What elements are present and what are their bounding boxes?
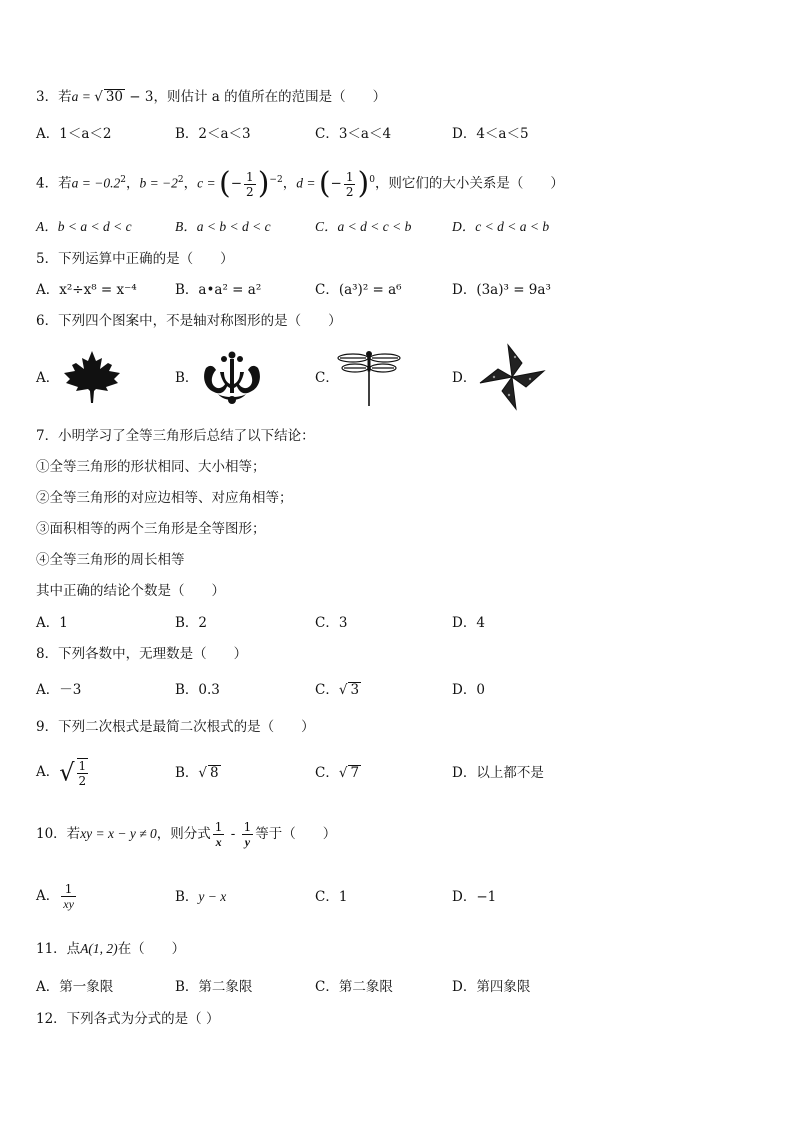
q7-option-d: D．4 — [452, 615, 485, 631]
question-3-stem: 3．若a = √ 30 − 3，则估计 a 的值所在的范围是（ ） — [36, 89, 387, 105]
q6-label-a: A． — [36, 370, 60, 386]
dragonfly-icon — [336, 346, 402, 408]
question-9-stem: 9．下列二次根式是最简二次根式的是（ ） — [36, 719, 315, 735]
question-8-stem: 8．下列各数中，无理数是（ ） — [36, 646, 248, 662]
q5-option-b: B．a•a² = a² — [175, 282, 262, 298]
q7-option-b: B．2 — [175, 615, 208, 631]
q6-label-c: C． — [315, 370, 339, 386]
q7-statement-3: ③面积相等的两个三角形是全等图形； — [36, 521, 266, 537]
q10-option-b: B．y − x — [175, 889, 227, 905]
question-4-stem: 4．若$a = -0.2^2$，$b = -2^2$，c = (− $\frac{1}{2}$ )$^{-2}$，d = (− $\frac{1}{2}$ )$^0$，则它们的大小关系是（ ） — [36, 166, 564, 201]
question-11-stem: 11．点A(1, 2)在（ ） — [36, 941, 186, 957]
q7-question: 其中正确的结论个数是（ ） — [36, 583, 225, 599]
question-10-stem: 10．若xy = x − y ≠ 0，则分式 $\frac{1}{x}$ - $\frac{1}{y}$ 等于（ ） — [36, 820, 337, 849]
q6-label-b: B． — [175, 370, 199, 386]
q6-label-d: D． — [452, 370, 477, 386]
c-fraction: $\frac{1}{2}$ — [246, 169, 254, 199]
q10-option-a: A． $\frac{1}{xy}$ — [36, 882, 74, 911]
q8-option-b: B．0.3 — [175, 682, 220, 698]
q9-option-a: A．√ $\frac{1}{2}$ — [36, 758, 87, 788]
q8-option-a: A．－3 — [36, 682, 82, 698]
q7-option-c: C．3 — [315, 615, 348, 631]
q11-option-c: C．第二象限 — [315, 979, 393, 995]
d-fraction: $\frac{1}{2}$ — [345, 169, 354, 199]
q9-option-d: D．以上都不是 — [452, 765, 544, 781]
q9-option-b: B．√ 8 — [175, 765, 219, 781]
q3-option-d: D．4＜a＜5 — [452, 126, 529, 142]
q10-option-d: D．−1 — [452, 889, 497, 905]
ornament-icon — [200, 350, 264, 406]
q5-option-d: D．(3a)³ = 9a³ — [452, 282, 551, 298]
q8-option-c: C．√ 3 — [315, 682, 360, 698]
q7-statement-4: ④全等三角形的周长相等 — [36, 552, 185, 568]
q3-option-a: A．1＜a＜2 — [36, 126, 112, 142]
q4-option-c: C．a < d < c < b — [315, 219, 412, 234]
q11-option-b: B．第二象限 — [175, 979, 253, 995]
question-5-stem: 5．下列运算中正确的是（ ） — [36, 251, 234, 267]
maple-leaf-icon — [62, 349, 122, 405]
question-7-stem: 7．小明学习了全等三角形后总结了以下结论： — [36, 428, 315, 444]
q5-option-a: A．x²÷x⁸ = x⁻⁴ — [36, 282, 137, 298]
question-6-stem: 6．下列四个图案中，不是轴对称图形的是（ ） — [36, 313, 342, 329]
q5-option-c: C．(a³)² = a⁶ — [315, 282, 402, 298]
q4-option-d: D．c < d < a < b — [452, 219, 550, 234]
q8-option-d: D．0 — [452, 682, 485, 698]
q4-option-a: A．b < a < d < c — [36, 219, 132, 234]
q10-option-c: C．1 — [315, 889, 348, 905]
q9-option-c: C．√ 7 — [315, 765, 360, 781]
q4-option-b: B．a < b < d < c — [175, 219, 271, 234]
q3-option-b: B．2＜a＜3 — [175, 126, 251, 142]
q7-statement-2: ②全等三角形的对应边相等、对应角相等； — [36, 490, 293, 506]
q7-option-a: A．1 — [36, 615, 68, 631]
question-12-stem: 12．下列各式为分式的是（ ） — [36, 1011, 220, 1027]
q3-option-c: C．3＜a＜4 — [315, 126, 392, 142]
q11-option-a: A．第一象限 — [36, 979, 114, 995]
q11-option-d: D．第四象限 — [452, 979, 531, 995]
pinwheel-icon — [478, 343, 548, 411]
q7-statement-1: ①全等三角形的形状相同、大小相等； — [36, 459, 266, 475]
